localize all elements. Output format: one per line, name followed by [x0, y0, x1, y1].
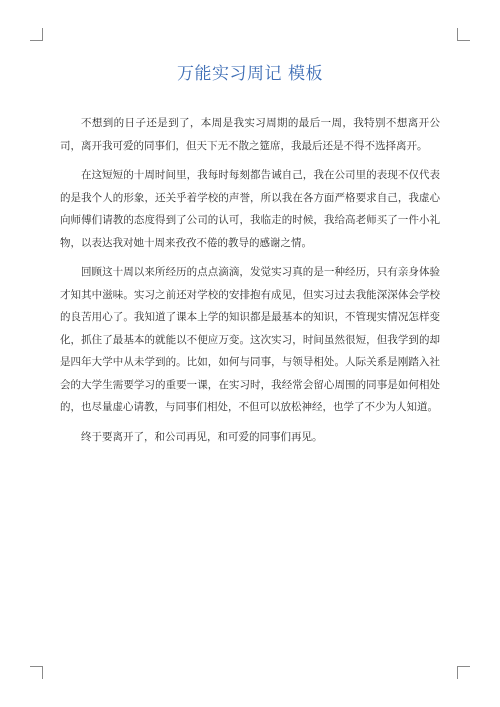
paragraph-1: 不想到的日子还是到了，本周是我实习周期的最后一周，我特别不想离开公司，离开我可爱的同事们，但天下无不散之筵席，我最后还是不得不选择离开。: [60, 117, 440, 152]
paragraph-4: 终于要离开了，和公司再见，和可爱的同事们再见。: [81, 430, 323, 443]
paragraph-3: 回顾这十周以来所经历的点点滴滴，发觉实习真的是一种经历，只有亲身体验才知其中滋味。实习之前还对学校的安排抱有成见，但实习过去我能深深体会学校的良苦用心了。我知道了课本上学的知识都是最基本的知识，不管现实情况怎样变化，抓住了最基本的就能以不便应万变。这次实习，时间虽然很短，但我学到的却是四年大学中从未学到的。比如，如何与同事，与领导相处。人际关系是刚踏入社会的大学生需要学习的重要一课，在实习时，我经常会留心周围的同事是如何相处的，也尽量虚心请教，与同事们相处，不但可以放松神经，也学了不少为人知道。: [60, 266, 440, 413]
document-title: 万能实习周记 模板: [177, 64, 323, 84]
crop-mark-top-right: [457, 28, 470, 41]
crop-mark-bottom-left: [30, 666, 43, 679]
crop-mark-top-left: [30, 28, 43, 41]
document-body: [60, 112, 440, 455]
paragraph-2: 在这短短的十周时间里，我每时每刻都告诫自己，我在公司里的表现不仅代表的是我个人的形象，还关乎着学校的声誉，所以我在各方面严格要求自己，我虚心向师傅们请教的态度得到了公司的认可，我临走的时候，我给高老师买了一件小礼物，以表达我对她十周来孜孜不倦的教导的感谢之情。: [60, 169, 440, 249]
crop-mark-bottom-right: [457, 666, 470, 679]
